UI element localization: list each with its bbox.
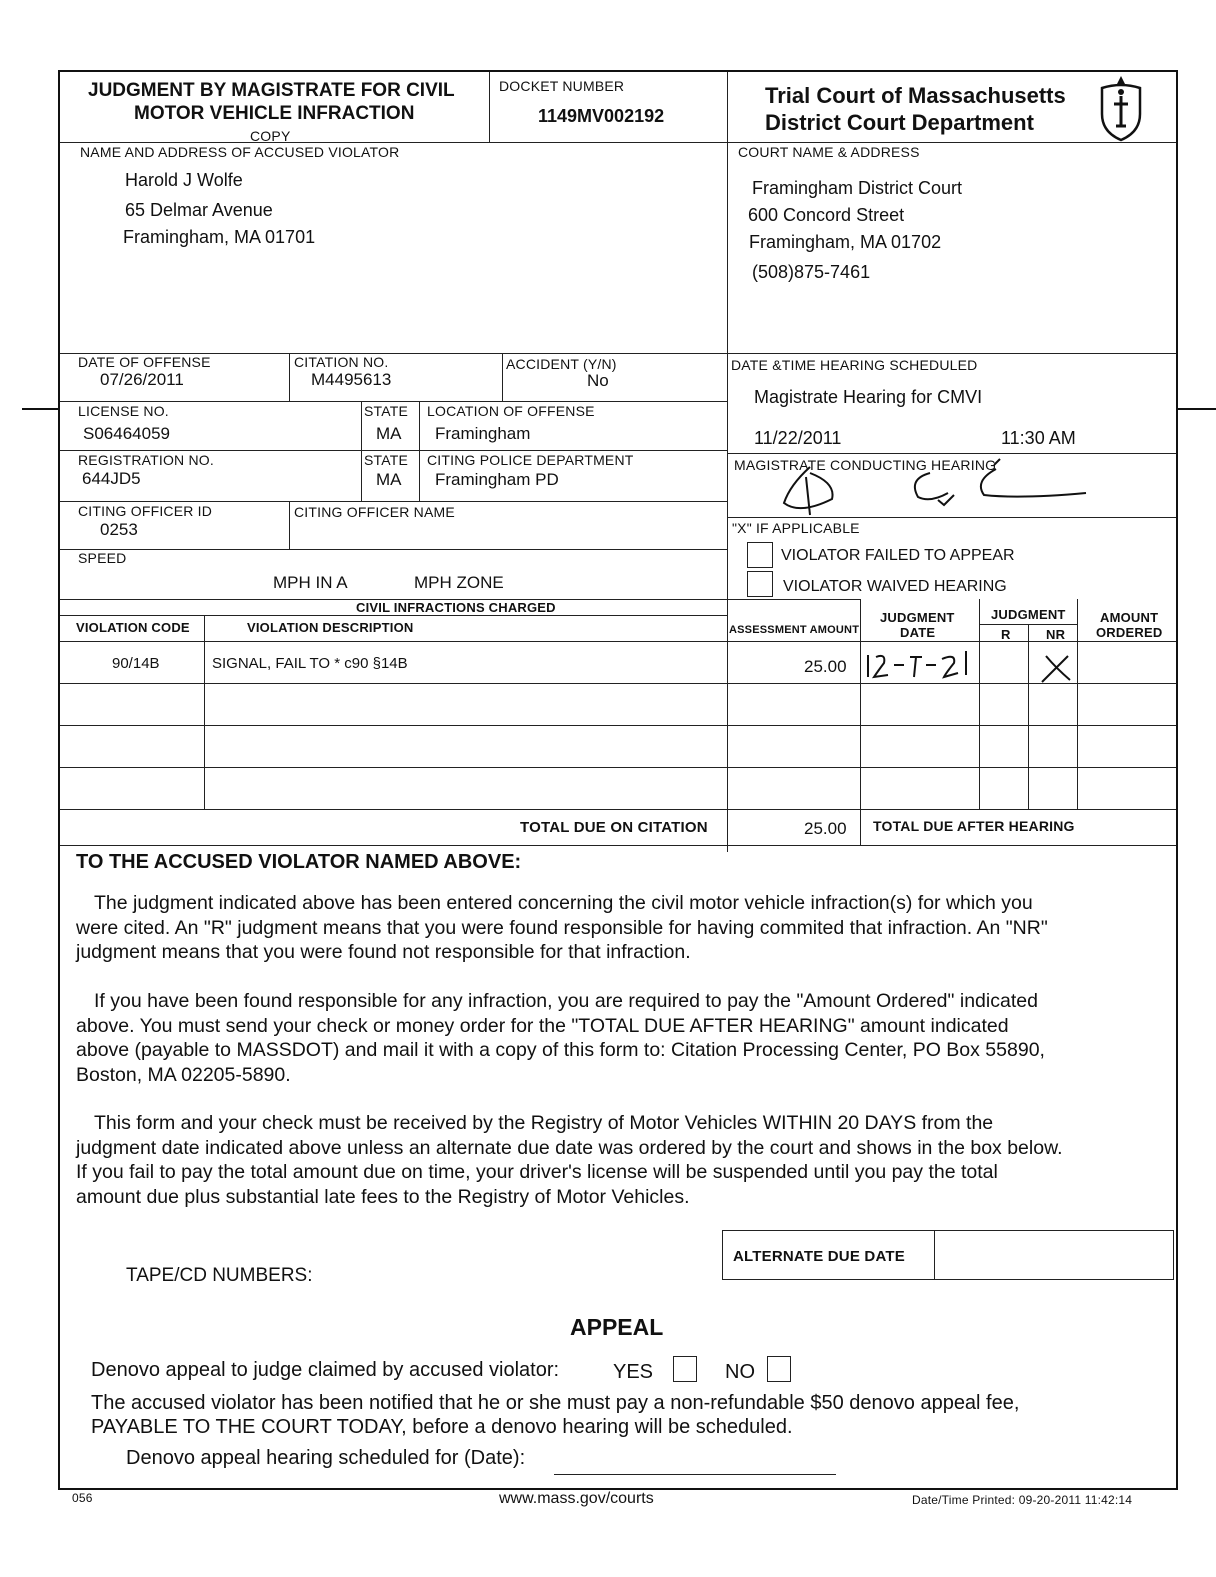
total-due-on-citation: 25.00 [804, 819, 847, 838]
total-due-on-citation-label: TOTAL DUE ON CITATION [520, 819, 708, 836]
divider [204, 615, 205, 809]
p2-line: Boston, MA 02205-5890. [76, 1063, 291, 1086]
divider [60, 549, 727, 550]
offense-date-label: DATE OF OFFENSE [78, 354, 211, 370]
divider [361, 401, 362, 501]
divider [502, 353, 503, 401]
registration-state-label: STATE [364, 452, 409, 468]
failed-to-appear-checkbox[interactable] [747, 542, 773, 568]
violator-name: Harold J Wolfe [125, 170, 243, 190]
divider [489, 72, 490, 142]
divider [60, 767, 1176, 768]
divider [60, 845, 1176, 846]
divider [60, 725, 1176, 726]
divider [727, 453, 1176, 454]
appeal-no-label: NO [725, 1361, 755, 1383]
col-nr: NR [1046, 627, 1066, 642]
dept-label: CITING POLICE DEPARTMENT [427, 452, 634, 468]
alternate-due-date-label: ALTERNATE DUE DATE [733, 1248, 905, 1265]
violator-city: Framingham, MA 01701 [123, 227, 316, 247]
col-r: R [1001, 627, 1011, 642]
officer-id: 0253 [100, 520, 138, 539]
court-street: 600 Concord Street [748, 205, 905, 225]
notice-paragraph-3 [76, 1111, 1176, 1209]
offense-date: 07/26/2011 [100, 370, 184, 389]
divider [727, 72, 728, 852]
notice-heading: TO THE ACCUSED VIOLATOR NAMED ABOVE: [76, 851, 522, 873]
col-assessment-amount: ASSESSMENT AMOUNT [729, 624, 860, 636]
copy-label: COPY [250, 128, 291, 144]
waived-hearing-label: VIOLATOR WAIVED HEARING [783, 578, 1007, 595]
waived-hearing-checkbox[interactable] [747, 571, 773, 597]
row-violation-code: 90/14B [112, 655, 160, 672]
appeal-fee-line1: The accused violator has been notified that he or she must pay a non-refundable $50 denovo appeal fee, [91, 1392, 1020, 1414]
divider [60, 501, 727, 502]
officer-id-label: CITING OFFICER ID [78, 503, 213, 519]
divider [289, 501, 290, 549]
hearing-date: 11/22/2011 [754, 428, 842, 448]
p3-line: amount due plus substantial late fees to the Registry of Motor Vehicles. [76, 1185, 690, 1208]
divider [419, 401, 420, 501]
divider [1077, 599, 1078, 809]
row-judgment-date-handwritten [862, 645, 980, 685]
docket-number: 1149MV002192 [538, 106, 665, 126]
divider [60, 641, 1176, 642]
hearing-label: DATE &TIME HEARING SCHEDULED [731, 357, 978, 373]
citation-number: M4495613 [311, 370, 392, 389]
massachusetts-seal-icon [1094, 74, 1148, 142]
hearing-time: 11:30 AM [1001, 428, 1076, 448]
mph-in-a-label: MPH IN A [273, 573, 348, 592]
form-title-line1: JUDGMENT BY MAGISTRATE FOR CIVIL [88, 80, 455, 101]
p1-line: were cited. An "R" judgment means that you were found responsible for having commited that infraction. An "NR" [76, 916, 1048, 939]
appeal-question: Denovo appeal to judge claimed by accused violator: [91, 1359, 560, 1381]
license-label: LICENSE NO. [78, 403, 169, 419]
violator-label: NAME AND ADDRESS OF ACCUSED VIOLATOR [80, 144, 400, 160]
p3-line: This form and your check must be received by the Registry of Motor Vehicles WITHIN 20 DAYS from the [94, 1112, 994, 1134]
accident-value: No [587, 371, 609, 390]
notice-paragraph-1 [76, 891, 1176, 965]
divider [934, 1230, 935, 1280]
alternate-due-date-field[interactable] [936, 1232, 1172, 1278]
docket-label: DOCKET NUMBER [499, 78, 625, 94]
total-due-after-hearing-label: TOTAL DUE AFTER HEARING [873, 818, 1075, 834]
scan-mark-right [1178, 408, 1216, 410]
registration-number: 644JD5 [82, 469, 141, 488]
tape-cd-label: TAPE/CD NUMBERS: [126, 1265, 313, 1286]
license-state-label: STATE [364, 403, 409, 419]
p2-line: above. You must send your check or money order for the "TOTAL DUE AFTER HEARING" amount indicated [76, 1014, 1009, 1037]
x-if-applicable-label: "X" IF APPLICABLE [732, 520, 860, 536]
court-label: COURT NAME & ADDRESS [738, 144, 920, 160]
footer-url: www.mass.gov/courts [499, 1490, 654, 1507]
p3-line: If you fail to pay the total amount due on time, your driver's license will be suspended until you pay the total [76, 1161, 998, 1183]
divider [60, 450, 727, 451]
divider [979, 599, 980, 809]
officer-name-label: CITING OFFICER NAME [294, 504, 455, 520]
form-number: 056 [72, 1491, 93, 1505]
col-amount-1: AMOUNT [1100, 610, 1159, 625]
magistrate-label: MAGISTRATE CONDUCTING HEARING [734, 457, 997, 473]
accident-label: ACCIDENT (Y/N) [506, 356, 617, 372]
appeal-title: APPEAL [570, 1314, 664, 1340]
col-judgment: JUDGMENT [991, 607, 1066, 622]
court-title-line2: District Court Department [765, 110, 1034, 135]
p2-line: above (payable to MASSDOT) and mail it with a copy of this form to: Citation Processing Center, PO Box 55890, [76, 1039, 1045, 1061]
divider [60, 809, 1176, 810]
court-city: Framingham, MA 01702 [749, 232, 942, 252]
mph-zone-label: MPH ZONE [414, 573, 504, 592]
appeal-yes-checkbox[interactable] [673, 1356, 697, 1382]
col-judgment-date-1: JUDGMENT [880, 610, 955, 625]
notice-paragraph-2 [76, 989, 1176, 1087]
license-state: MA [376, 424, 402, 443]
row-assessment-amount: 25.00 [804, 657, 847, 676]
p1-line: The judgment indicated above has been entered concerning the civil motor vehicle infraction(s) for which you [94, 892, 1033, 914]
p2-line: If you have been found responsible for any infraction, you are required to pay the "Amount Ordered" indicated [94, 990, 1038, 1012]
location-label: LOCATION OF OFFENSE [427, 403, 595, 419]
registration-label: REGISTRATION NO. [78, 452, 214, 468]
court-name: Framingham District Court [752, 178, 963, 198]
divider [289, 353, 290, 401]
court-phone: (508)875-7461 [752, 262, 871, 282]
form-title-line2: MOTOR VEHICLE INFRACTION [134, 103, 415, 124]
divider [60, 353, 1176, 354]
scan-mark-left [22, 408, 60, 410]
date-printed: Date/Time Printed: 09-20-2011 11:42:14 [912, 1493, 1133, 1507]
p1-line: judgment means that you were found not responsible for that infraction. [76, 941, 691, 963]
failed-to-appear-label: VIOLATOR FAILED TO APPEAR [781, 547, 1015, 564]
divider [727, 517, 1176, 518]
appeal-hearing-date-line[interactable] [554, 1474, 836, 1475]
appeal-yes-label: YES [613, 1361, 654, 1383]
row-violation-description: SIGNAL, FAIL TO * c90 §14B [212, 655, 408, 672]
appeal-no-checkbox[interactable] [767, 1356, 791, 1382]
col-violation-code: VIOLATION CODE [76, 620, 190, 635]
court-title-line1: Trial Court of Massachusetts [765, 83, 1066, 108]
col-judgment-date-2: DATE [900, 625, 936, 640]
license-number: S06464059 [83, 424, 170, 443]
dept-value: Framingham PD [435, 470, 559, 489]
divider [1028, 624, 1029, 809]
divider [60, 683, 1176, 684]
appeal-fee-line2: PAYABLE TO THE COURT TODAY, before a denovo hearing will be scheduled. [91, 1416, 793, 1438]
civil-infractions-title: CIVIL INFRACTIONS CHARGED [356, 600, 556, 615]
magistrate-signature [770, 455, 1100, 525]
speed-label: SPEED [78, 550, 127, 566]
divider [60, 615, 727, 616]
hearing-type: Magistrate Hearing for CMVI [754, 387, 983, 407]
appeal-hearing-date-label: Denovo appeal hearing scheduled for (Date): [126, 1447, 526, 1469]
citation-label: CITATION NO. [294, 354, 389, 370]
divider [60, 142, 1176, 143]
col-amount-2: ORDERED [1096, 625, 1163, 640]
col-violation-description: VIOLATION DESCRIPTION [247, 620, 414, 635]
location-value: Framingham [435, 424, 531, 443]
divider [60, 401, 727, 402]
row-nr-mark [1038, 652, 1074, 684]
violator-street: 65 Delmar Avenue [125, 200, 273, 220]
p3-line: judgment date indicated above unless an alternate due date was ordered by the court and shows in the box below. [76, 1136, 1063, 1159]
registration-state: MA [376, 470, 402, 489]
